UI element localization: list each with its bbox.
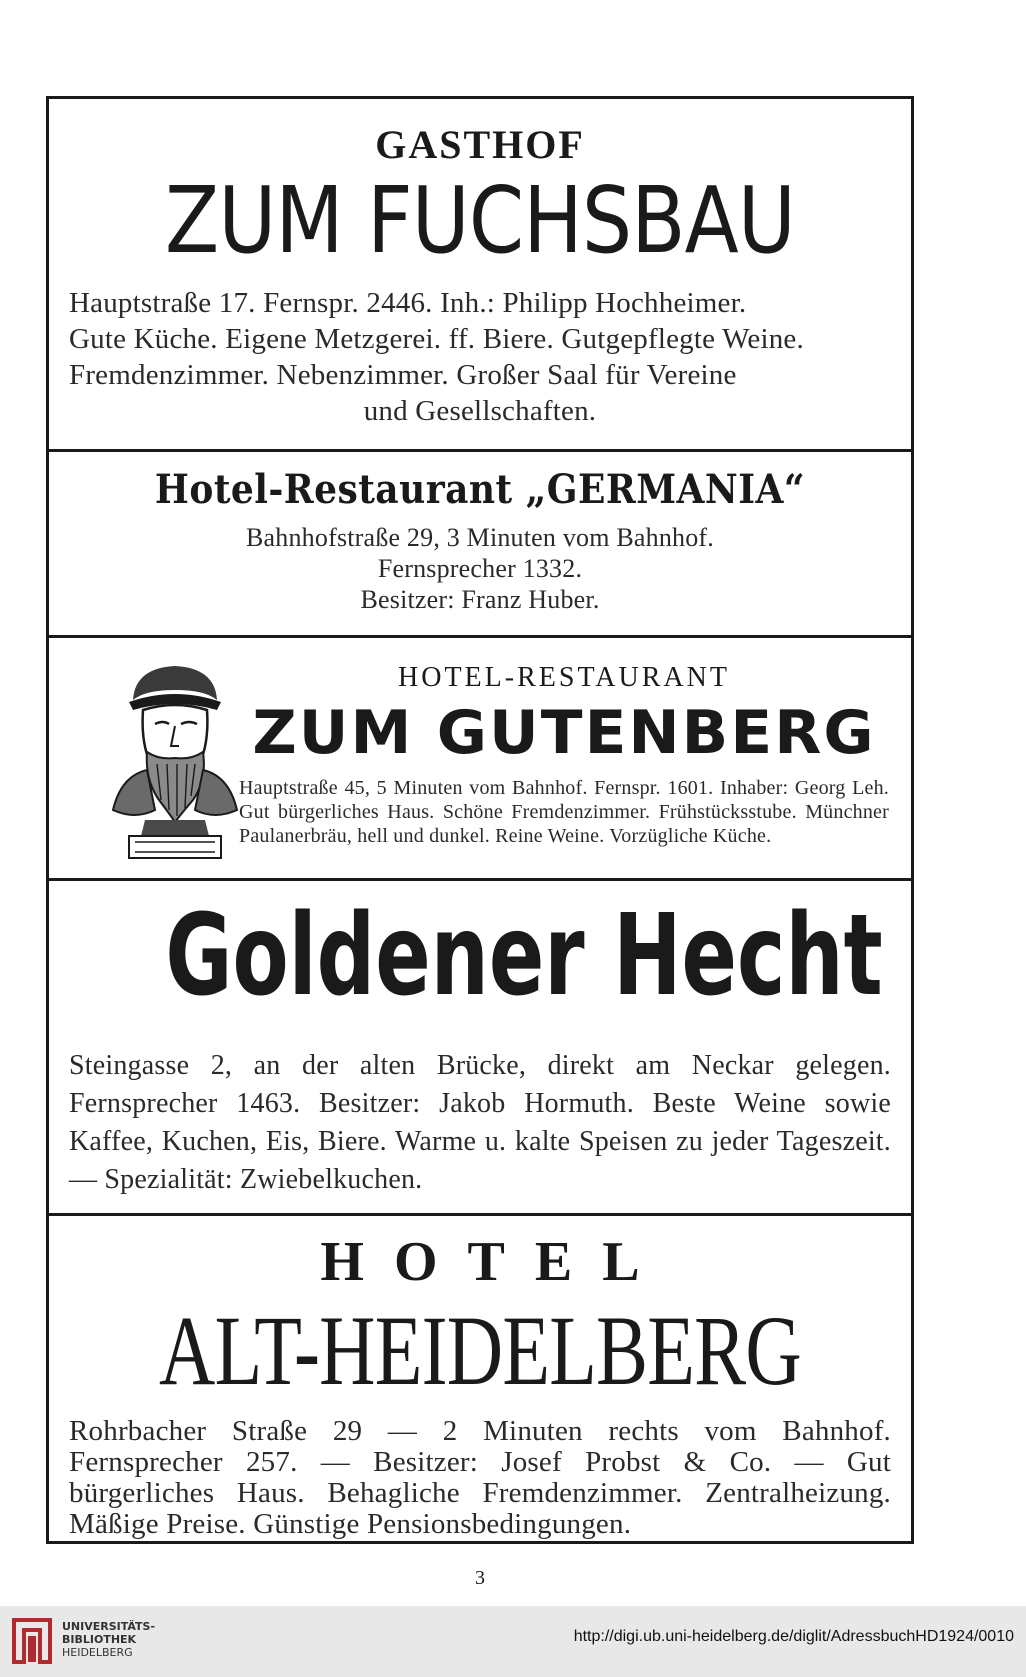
ad-body-line: Fremdenzimmer. Nebenzimmer. Großer Saal für Vereine bbox=[69, 359, 737, 391]
digitization-footer bbox=[0, 1606, 1026, 1677]
ad-body-text bbox=[49, 522, 911, 615]
ad-body-line: Hauptstraße 17. Fernspr. 2446. Inh.: Philipp Hochheimer. bbox=[69, 287, 747, 319]
advertisement-page-frame bbox=[46, 96, 914, 1544]
logo-line: UNIVERSITÄTS- bbox=[62, 1620, 156, 1633]
ad-body-text bbox=[69, 285, 891, 429]
university-library-logo-icon bbox=[10, 1616, 54, 1666]
page-number: 3 bbox=[475, 1567, 485, 1589]
ad-pretitle: GASTHOF bbox=[375, 122, 585, 167]
ad-goldener-hecht bbox=[49, 881, 911, 1213]
ad-body-text: Steingasse 2, an der alten Brücke, direkt am Neckar gelegen. Fernsprecher 1463. Besitzer: Jakob Hormuth. Beste Weine sowie Kaffee, Kuchen, Eis, Biere. Warme u. kalte Speisen zu jeder Tageszeit. — Spezialität: Zwiebelkuchen. bbox=[69, 1050, 891, 1195]
ad-title: Hotel-Restaurant „GERMANIA“ bbox=[154, 466, 806, 513]
logo-line: BIBLIOTHEK bbox=[62, 1633, 137, 1646]
ad-hotel-restaurant-zum-gutenberg bbox=[49, 638, 911, 878]
ad-gasthof-zum-fuchsbau bbox=[49, 99, 911, 449]
ad-title: ALT-HEIDELBERG bbox=[159, 1295, 801, 1406]
ad-hotel-restaurant-germania bbox=[49, 452, 911, 635]
ad-body-line: Besitzer: Franz Huber. bbox=[360, 585, 600, 614]
ad-body-line: Bahnhofstraße 29, 3 Minuten vom Bahnhof. bbox=[246, 523, 714, 552]
ad-hotel-alt-heidelberg bbox=[49, 1216, 911, 1541]
ad-body-line: Gute Küche. Eigene Metzgerei. ff. Biere. Gutgepflegte Weine. bbox=[69, 323, 804, 355]
gutenberg-bust-illustration bbox=[105, 660, 245, 862]
ad-title: Goldener Hecht bbox=[165, 891, 883, 1021]
ad-title: ZUM GUTENBERG bbox=[252, 698, 876, 768]
ad-body-line: und Gesellschaften. bbox=[363, 395, 597, 427]
logo-line: HEIDELBERG bbox=[62, 1646, 133, 1659]
ad-body-line: Fernsprecher 1332. bbox=[377, 554, 583, 583]
ad-pretitle: HOTEL bbox=[320, 1231, 670, 1293]
source-url-link[interactable]: http://digi.ub.uni-heidelberg.de/diglit/AdressbuchHD1924/0010 bbox=[573, 1628, 1014, 1645]
ad-body-text: Rohrbacher Straße 29 — 2 Minuten rechts vom Bahnhof. Fernsprecher 257. — Besitzer: Josef Probst & Co. — Gut bürgerliches Haus. Behagliche Fremdenzimmer. Zentralheizung. Mäßige Preise. Günstige Pensionsbedingungen. bbox=[69, 1415, 891, 1540]
ad-body-text: Hauptstraße 45, 5 Minuten vom Bahnhof. Fernspr. 1601. Inhaber: Georg Leh. Gut bürgerliches Haus. Schöne Fremdenzimmer. Frühstücksstube. Münchner Paulanerbräu, hell und dunkel. Reine Weine. Vorzügliche Küche. bbox=[239, 777, 889, 847]
ad-pretitle: HOTEL-RESTAURANT bbox=[398, 662, 730, 693]
ad-title: ZUM FUCHSBAU bbox=[165, 167, 795, 274]
university-library-logo-text bbox=[62, 1620, 155, 1659]
